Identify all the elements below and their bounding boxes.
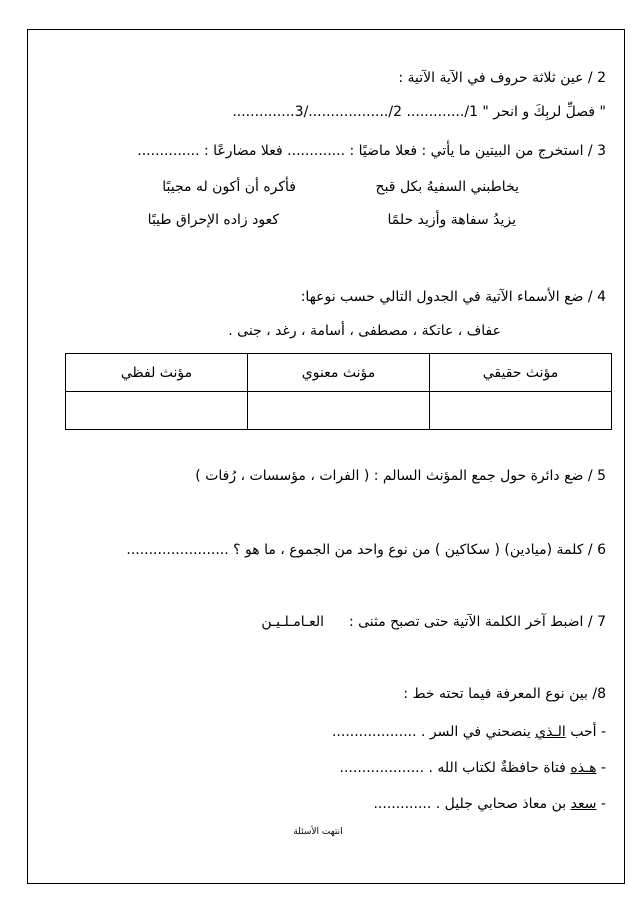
q7-word: العـامـلـيـن <box>261 614 325 630</box>
underlined-word: سعد <box>570 796 597 812</box>
q2-verse-line: " فصلِّ لربِكَ و انحر " 1/............. 2/................../3.............. <box>232 104 606 120</box>
poem-line1-first-half: يخاطبني السفيهُ بكل قبح <box>375 179 519 195</box>
q5-text: 5 / ضع دائرة حول جمع المؤنث السالم : ( الفرات ، مؤسسات ، رُفات ) <box>195 468 606 484</box>
table-answer-cell[interactable] <box>66 392 248 430</box>
table-header-verbal-feminine: مؤنث لفظي <box>66 354 248 392</box>
table-header-real-feminine: مؤنث حقيقي <box>430 354 612 392</box>
q7-text: 7 / اضبط آخر الكلمة الآتية حتى تصبح مثنى : <box>348 614 606 630</box>
poem-line2-first-half: يزيدُ سفاهة وأزيد حلمًا <box>387 212 516 228</box>
q7-line <box>261 612 606 632</box>
q8-heading: 8/ بين نوع المعرفة فيما تحته خط : <box>403 686 606 702</box>
q3-heading: 3 / استخرج من البيتين ما يأتي : فعلا ماضيًا : ............. فعلا مضارعًا : .............. <box>137 143 606 159</box>
q2-heading: 2 / عين ثلاثة حروف في الآية الآتية : <box>398 70 606 86</box>
table-answer-cell[interactable] <box>430 392 612 430</box>
gender-classification-table <box>65 353 612 430</box>
end-of-questions-note: انتهت الأسئلة <box>293 827 343 837</box>
poem-line1-second-half: فأكره أن أكون له مجيبًا <box>162 179 296 195</box>
underlined-word: هـذه <box>570 760 597 776</box>
table-header-abstract-feminine: مؤنث معنوي <box>248 354 430 392</box>
q4-names-list: عفاف ، عاتكة ، مصطفى ، أسامة ، رغد ، جنى . <box>228 323 501 339</box>
table-answer-cell[interactable] <box>248 392 430 430</box>
q8-item: - أحب الـذي ينصحني في السر . ................... <box>331 724 606 740</box>
q8-item: - هـذه فتاة حافظةٌ لكتاب الله . ................... <box>339 760 606 776</box>
q8-item: - سعد بن معاذ صحابي جليل . ............. <box>373 796 606 812</box>
poem-line2-second-half: كعود زاده الإحراق طيبًا <box>147 212 279 228</box>
q6-text: 6 / كلمة (ميادين) ( سكاكين ) من نوع واحد من الجموع ، ما هو ؟ ....................... <box>126 542 606 558</box>
underlined-word: الـذي <box>535 724 566 740</box>
q4-heading: 4 / ضع الأسماء الآتية في الجدول التالي حسب نوعها: <box>300 289 606 305</box>
